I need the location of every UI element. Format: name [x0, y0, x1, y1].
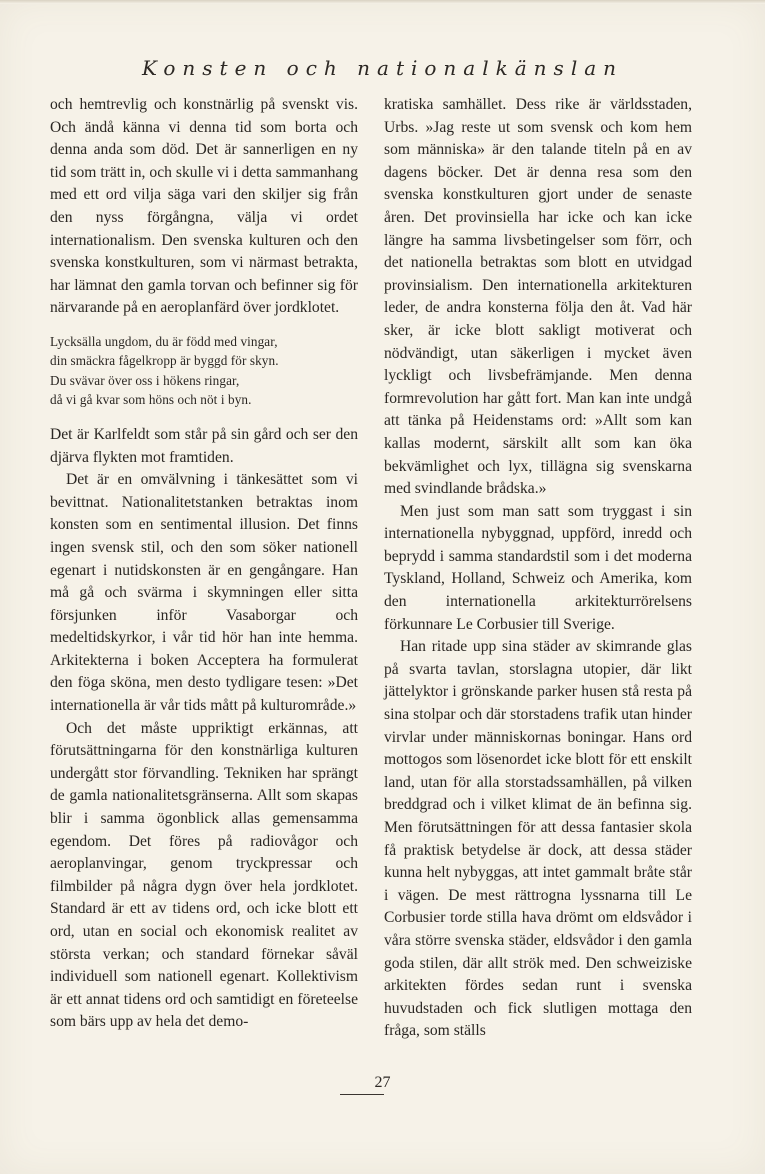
poem-line: Lycksälla ungdom, du är född med vingar,	[50, 333, 278, 349]
right-column	[384, 94, 692, 1043]
poem-line: Du svävar över oss i hökens ringar,	[50, 372, 240, 388]
poem-quote	[50, 332, 358, 410]
page-number-rule	[340, 1094, 384, 1095]
poem-line: då vi gå kvar som höns och nöt i byn.	[50, 392, 252, 408]
paragraph: Det är Karlfeldt som står på sin gård och ser den djärva flykten mot framtiden.	[50, 425, 358, 466]
paragraph: Men just som man satt som tryggast i sin internationella nybyggnad, uppförd, inredd och beprydd i samma standardstil som i det moderna Tyskland, Holland, Schweiz och Amerika, kom den internationella arkitekturrörelsens förkunnare Le Corbusier till Sverige.	[384, 502, 692, 633]
paragraph: Det är en omvälvning i tänkesättet som vi bevittnat. Nationalitetstanken betraktas inom konsten som en sentimental illusion. Det finns ingen svensk stil, och den som söker nationell egenart i nutidskonsten är en gengångare. Han må gå och svärma i skymningen eller sitta försjunken inför Vasaborgar och medeltidskyrkor, i vår tid hör han inte hemma. Arkitekterna i boken Acceptera ha formulerat den föga sköna, men desto tydligare tesen: »Det internationella är vår tids mått på kulturområde.»	[50, 471, 358, 715]
paragraph: Han ritade upp sina städer av skimrande glas på svarta tavlan, storslagna utopier, där likt jättelyktor i grönskande parker husen stå resta på sina stolpar och där storstadens trafik utan hinder virvlar under människornas boningar. Hans ord mottogos som lösenordet icke blott för ett enskilt land, utan för alla storstadssamhällen, på vilken breddgrad och i vilket klimat de än befinna sig. Men förutsättningen för att dessa fantasier skola få praktisk betydelse är dock, att dessa städer kunna helt nybyggas, att intet gammalt bråte står i vägen. De mest rättrogna lyssnarna till Le Corbusier torde stilla hava drömt om eldsvådor i våra större svenska städer, eldsvådor i den gamla goda stilen, där allt strök med. Den schweiziske arkitekten fördes sedan runt i svenska huvudstaden och fick slutligen mottaga den fråga, som ställs	[384, 638, 692, 1040]
paragraph: och hemtrevlig och konstnärlig på svenskt vis. Och ändå känna vi denna tid som borta och denna anda som död. Det är sannerligen en ny tid som trätt in, och skulle vi i detta sammanhang med ett ord vilja säga vari den skiljer sig från den nyss förgångna, välja vi ordet internationalism. Den svenska kulturen och den svenska konstkulturen, som vi närmast betrakta, har lämnat den gamla torvan och befinner sig för närvarande på en aeroplanfärd över jordklotet.	[50, 96, 358, 317]
page-number: 27	[374, 1074, 391, 1091]
page-edge	[0, 0, 765, 4]
running-head: Konsten och nationalkänslan	[141, 56, 624, 80]
paragraph: Och det måste uppriktigt erkännas, att förutsättningarna för den konstnärliga kulturen undergått stor förvandling. Tekniken har sprängt de gamla nationalitetsgränserna. Allt som skapas blir i samma ögonblick allas gemensamma egendom. Det föres på radiovågor och aeroplanvingar, genom tryckpressar och filmbilder på några dygn över hela jordklotet. Standard är ett av tidens ord, och icke blott ett ord, utan en social och ekonomisk realitet av största verkan; och standard förnekar såväl individuell som nationell egenart. Kollektivism är ett annat tidens ord och samtidigt en företeelse som bärs upp av hela det demo-	[50, 719, 358, 1031]
poem-line: din smäckra fågelkropp är byggd för skyn.	[50, 353, 279, 369]
left-column	[50, 94, 358, 1034]
paragraph: kratiska samhället. Dess rike är världsstaden, Urbs. »Jag reste ut som svensk och kom hem som människa» är den talande titeln på en av dagens böcker. Det är denna resa som den svenska konstkulturen gjort under de senaste åren. Det provinsiella har icke och kan icke längre ha samma livsbetingelser som förr, och det nationella betraktas som blott en utvidgad provinsialism. Den internationella arkitekturen leder, de andra konsterna följa den åt. Vad här sker, är icke blott sakligt motiverat och nödvändigt, utan säkerligen i mycket även lyckligt och livsbefrämjande. Men denna formrevolution har gått fort. Man kan inte undgå att tänka på Heidenstams ord: »Allt som kan kallas modernt, särskilt allt som kan öka bekvämlighet och lyx, tillägna sig svenskarna med svindlande brådska.»	[384, 96, 692, 498]
